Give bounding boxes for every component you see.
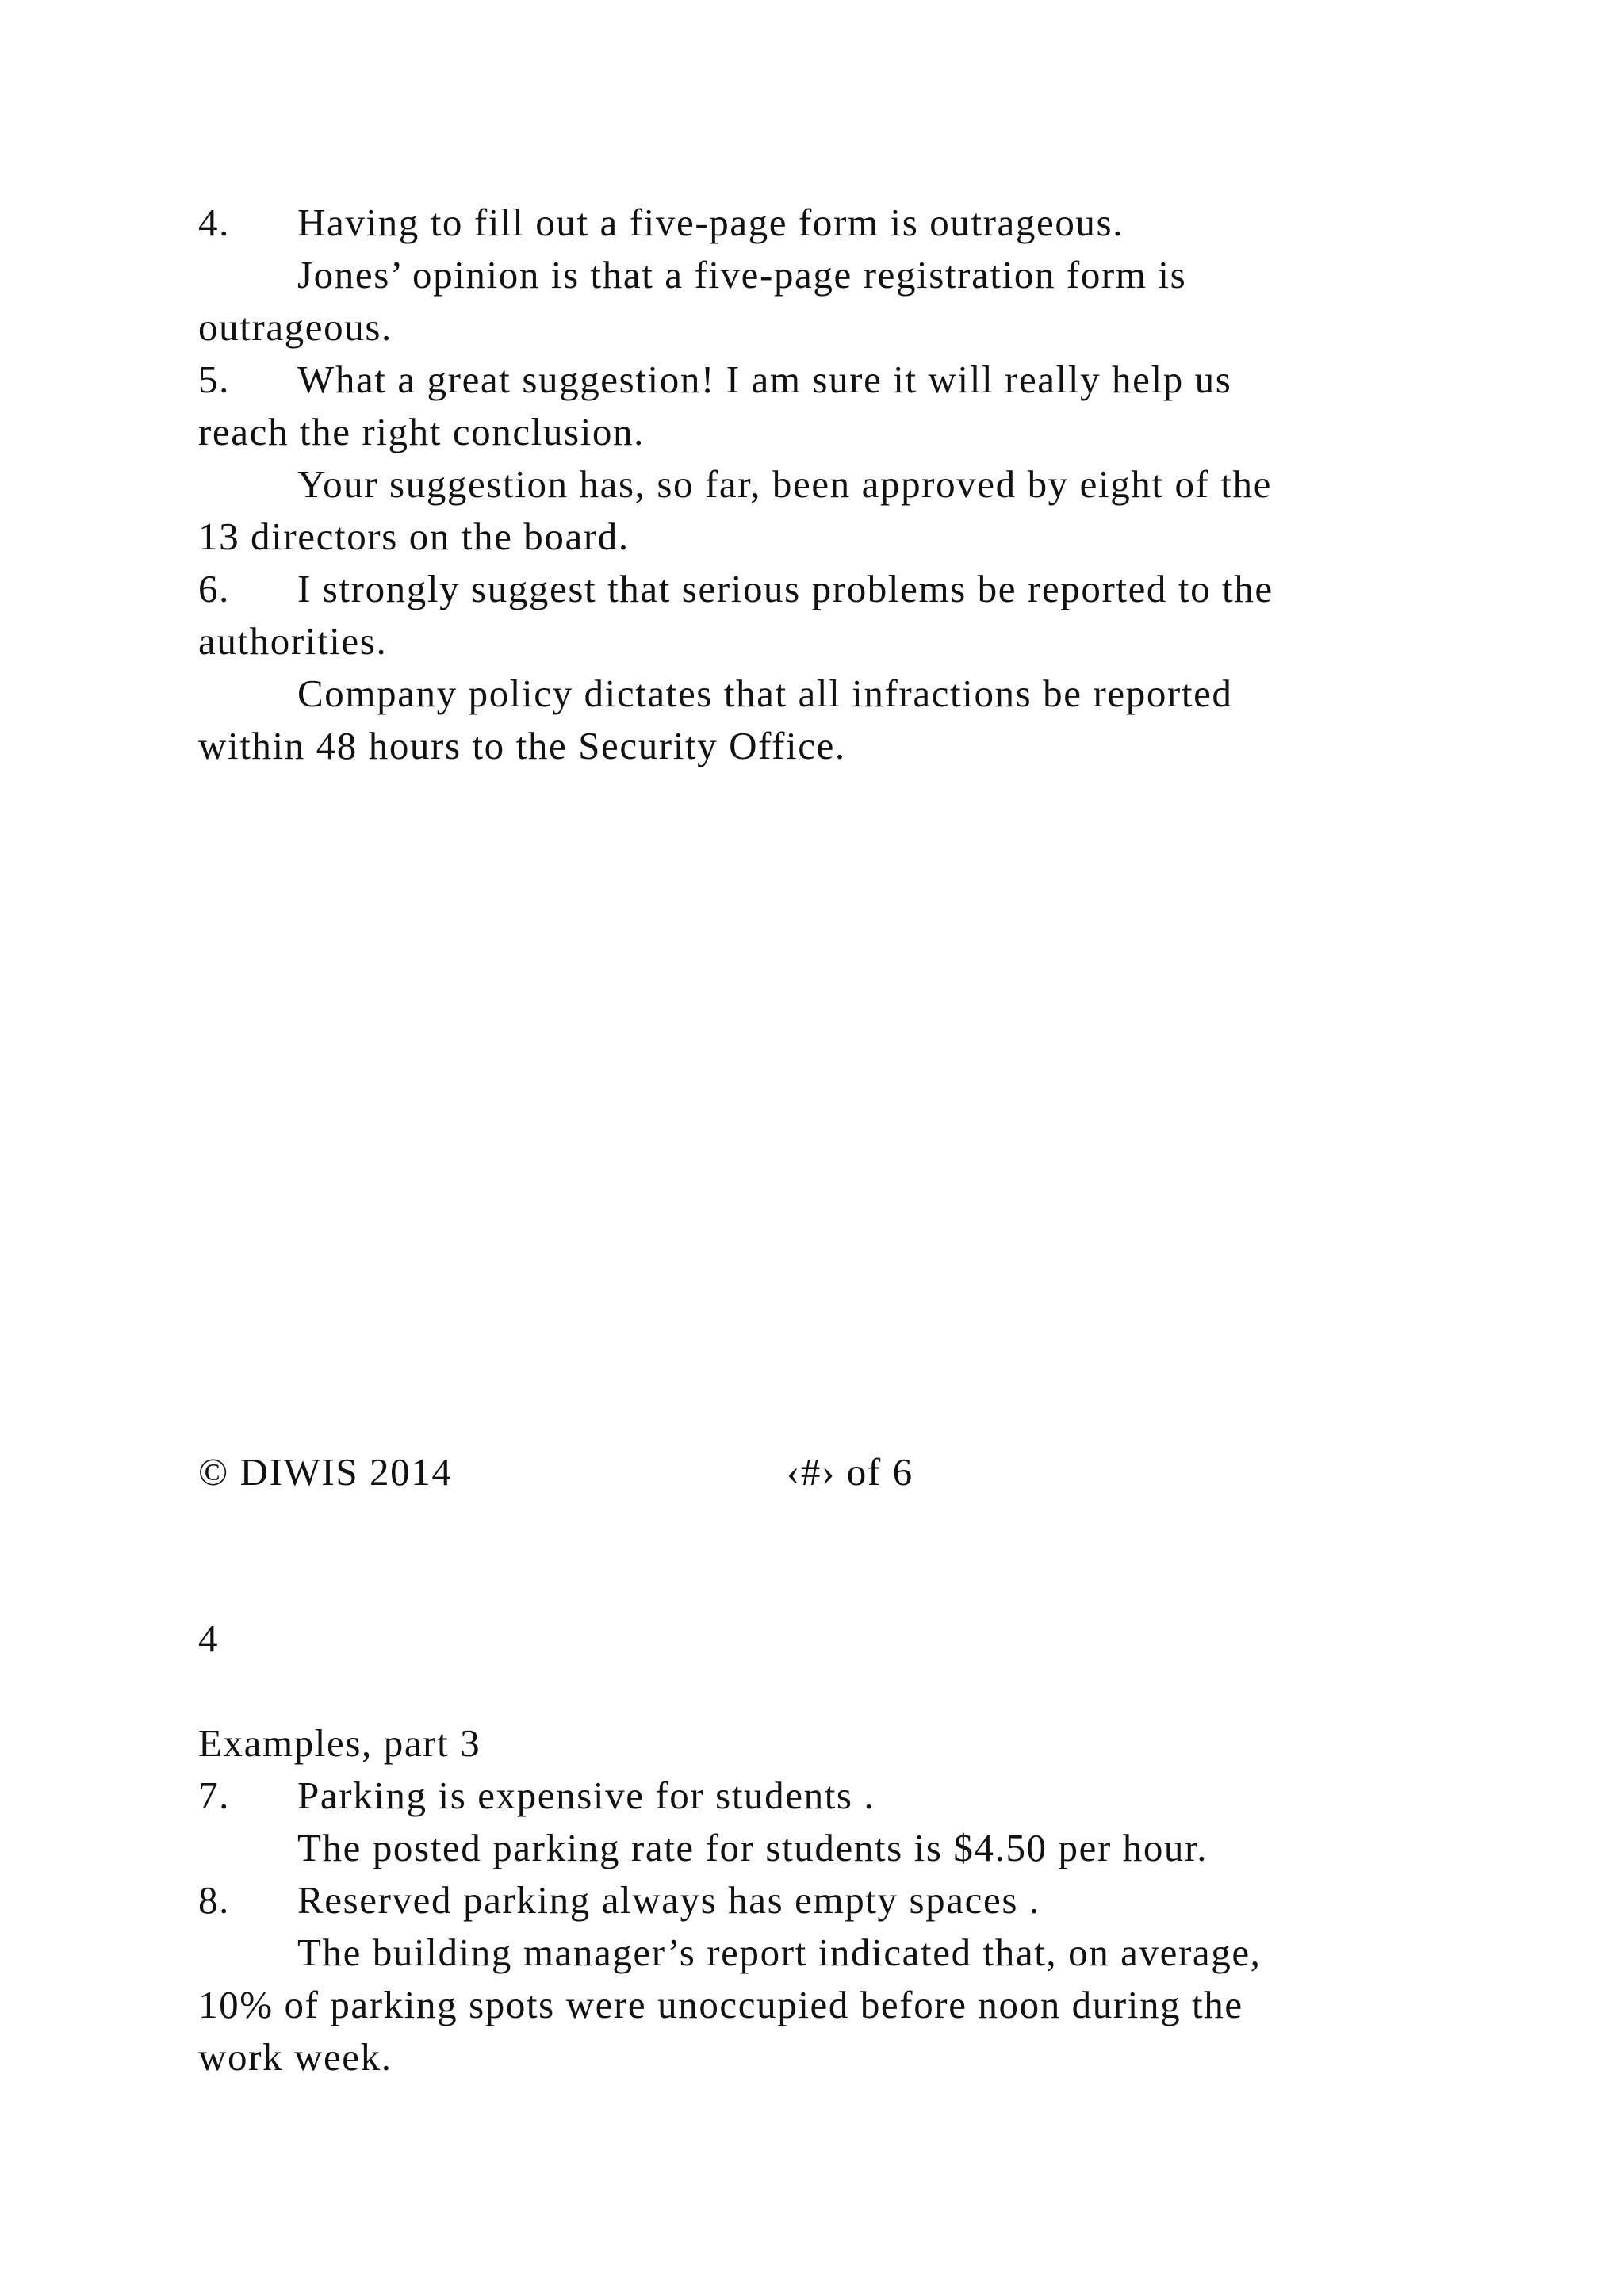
item-8 — [198, 1874, 1435, 1927]
examples-section-items-4-6 — [198, 197, 1435, 772]
item-8-number: 8. — [198, 1878, 230, 1922]
item-6-revision-line-1: Company policy dictates that all infractions be reported — [297, 672, 1233, 715]
item-5-revision-line-1: Your suggestion has, so far, been approved by eight of the — [297, 462, 1272, 506]
item-5-revision-line-2: 13 directors on the board. — [198, 515, 630, 558]
slide-number: 4 — [198, 1617, 220, 1660]
item-4-revision-line-1: Jones’ opinion is that a five-page registration form is — [297, 253, 1187, 297]
examples-section-part-3 — [198, 1717, 1435, 2084]
item-8-revision-line-1: The building manager’s report indicated that, on average, — [297, 1931, 1262, 1974]
item-8-revision-line-3: work week. — [198, 2035, 393, 2079]
item-6-number: 6. — [198, 567, 230, 610]
item-7-number: 7. — [198, 1774, 230, 1817]
slide-number-block — [198, 1613, 1435, 1665]
item-4-number: 4. — [198, 201, 230, 244]
item-5-number: 5. — [198, 358, 230, 401]
item-5-statement: What a great suggestion! I am sure it will really help us — [297, 358, 1232, 401]
item-7 — [198, 1770, 1435, 1822]
item-6 — [198, 563, 1435, 615]
item-5-statement-line-2: reach the right conclusion. — [198, 410, 645, 453]
item-6-revision-line-2: within 48 hours to the Security Office. — [198, 724, 846, 767]
item-7-revision: The posted parking rate for students is $4.50 per hour. — [297, 1826, 1208, 1869]
section-heading: Examples, part 3 — [198, 1721, 481, 1765]
item-7-statement: Parking is expensive for students . — [297, 1774, 875, 1817]
item-4 — [198, 197, 1435, 249]
copyright-notice: © DIWIS 2014 — [198, 1450, 453, 1494]
item-4-statement: Having to fill out a five-page form is outrageous. — [297, 201, 1124, 244]
page-indicator: ‹#› of 6 — [787, 1450, 914, 1494]
item-6-statement: I strongly suggest that serious problems be reported to the — [297, 567, 1274, 610]
item-8-revision-line-2: 10% of parking spots were unoccupied before noon during the — [198, 1983, 1243, 2026]
item-6-statement-line-2: authorities. — [198, 619, 388, 663]
item-5 — [198, 354, 1435, 406]
item-4-revision-line-2: outrageous. — [198, 305, 393, 349]
item-8-statement: Reserved parking always has empty spaces . — [297, 1878, 1040, 1922]
